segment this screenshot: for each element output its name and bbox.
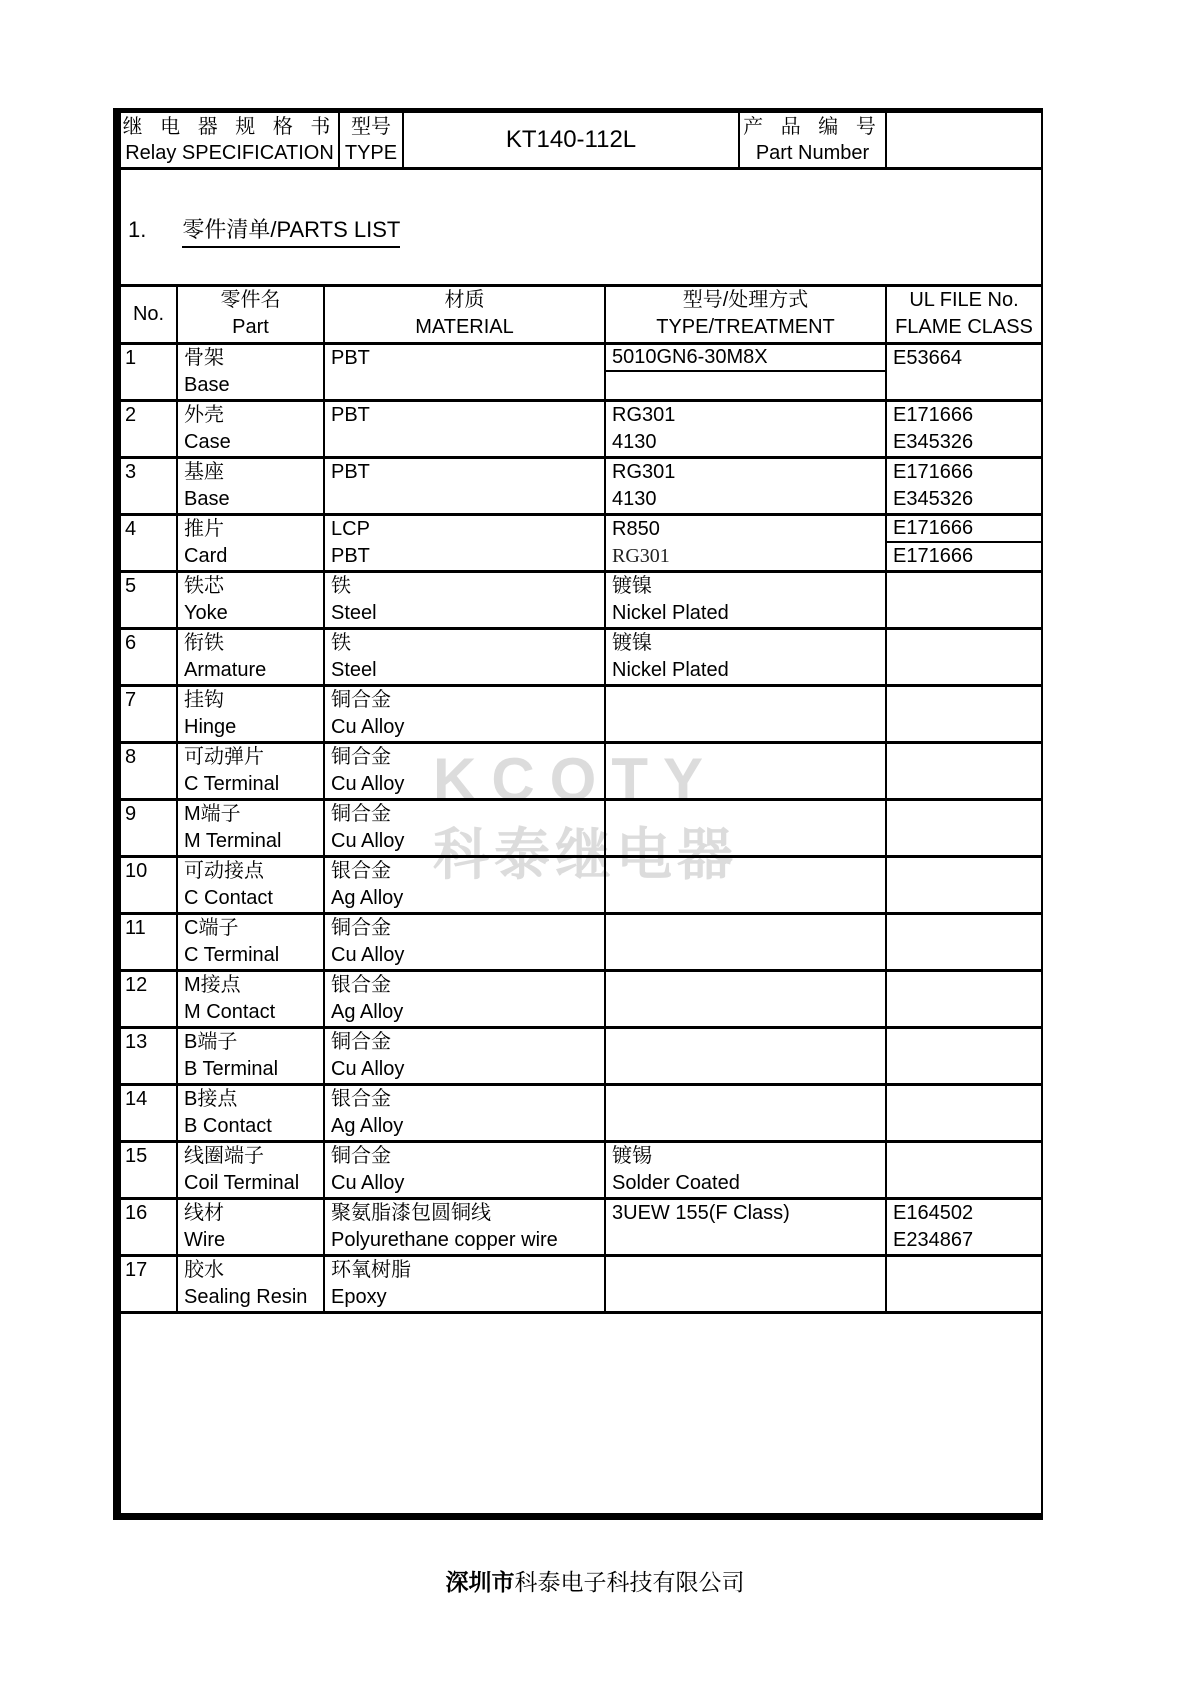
type-line1 (606, 1029, 885, 1056)
part-no: 9 (125, 803, 137, 825)
ul-line1: E171666 (887, 516, 1041, 543)
type-line1: R850 (612, 518, 660, 540)
cell-material (324, 1256, 605, 1313)
type-line2 (606, 372, 885, 399)
cell-no (121, 800, 177, 857)
cell-material (324, 458, 605, 515)
ul-line2 (887, 828, 1041, 855)
footer-company-rest: 科泰电子科技有限公司 (514, 1569, 745, 1595)
type-line1: 镀锡 (612, 1145, 652, 1167)
cell-type-treatment (605, 857, 886, 914)
part-name-cn: 外壳 (184, 404, 224, 426)
part-no: 8 (125, 746, 137, 768)
part-name-en: Base (184, 488, 230, 510)
cell-no (121, 458, 177, 515)
cell-no (121, 344, 177, 401)
cell-part (177, 572, 324, 629)
table-row (121, 401, 1041, 458)
col-header-part-cn: 零件名 (220, 289, 281, 311)
ul-line1 (887, 972, 1041, 999)
spec-title-en: Relay SPECIFICATION (125, 142, 334, 164)
cell-material (324, 857, 605, 914)
type-line2 (606, 1056, 885, 1083)
cell-no (121, 1256, 177, 1313)
ul-line2 (887, 1170, 1041, 1197)
type-line1 (606, 915, 885, 942)
table-row (121, 971, 1041, 1028)
cell-material (324, 1142, 605, 1199)
cell-ul-file (886, 686, 1041, 743)
ul-line2: E234867 (893, 1229, 974, 1251)
material-line1: 铜合金 (331, 1031, 391, 1053)
cell-ul-file (886, 800, 1041, 857)
type-label-cell (340, 113, 404, 167)
part-no: 4 (125, 518, 137, 540)
footer-company-name (0, 1564, 1190, 1597)
type-line1: RG301 (612, 461, 676, 483)
cell-no (121, 686, 177, 743)
type-line2: Nickel Plated (612, 602, 729, 624)
cell-material (324, 629, 605, 686)
content-frame (113, 108, 1043, 1520)
cell-ul-file (886, 971, 1041, 1028)
material-line2: Ag Alloy (331, 887, 404, 909)
material-line2: Cu Alloy (331, 1058, 405, 1080)
part-name-cn: 线材 (184, 1202, 224, 1224)
type-line2: 4130 (612, 431, 657, 453)
part-name-en: M Contact (184, 1001, 276, 1023)
part-name-cn: 骨架 (184, 347, 224, 369)
parts-table-head (121, 286, 1041, 344)
table-row (121, 743, 1041, 800)
material-line2 (325, 372, 604, 399)
type-line1: RG301 (612, 404, 676, 426)
ul-line2 (887, 1056, 1041, 1083)
ul-line1: E53664 (893, 347, 962, 369)
ul-line1 (887, 1029, 1041, 1056)
part-name-en: Hinge (184, 716, 237, 738)
cell-material (324, 800, 605, 857)
part-name-cn: 可动接点 (184, 860, 264, 882)
section-number: 1. (128, 217, 147, 242)
material-line2: Ag Alloy (331, 1001, 404, 1023)
cell-part (177, 629, 324, 686)
cell-ul-file (886, 1142, 1041, 1199)
type-line2: Nickel Plated (612, 659, 729, 681)
part-name-cn: 挂钩 (184, 689, 224, 711)
ul-line2 (887, 942, 1041, 969)
material-line1: PBT (331, 461, 370, 483)
cell-no (121, 857, 177, 914)
part-name-cn: 铁芯 (184, 575, 224, 597)
col-header-ul-line2: FLAME CLASS (895, 316, 1033, 338)
part-name-cn: 基座 (184, 461, 224, 483)
cell-ul-file (886, 629, 1041, 686)
type-line1: 3UEW 155(F Class) (612, 1202, 790, 1224)
parts-list-table (121, 284, 1041, 1314)
type-line2: 4130 (612, 488, 657, 510)
cell-ul-file (886, 344, 1041, 401)
cell-part (177, 1256, 324, 1313)
spec-header-table (121, 113, 1041, 170)
cell-part (177, 515, 324, 572)
part-name-en: Sealing Resin (184, 1286, 308, 1308)
col-header-ul-line1: UL FILE No. (909, 289, 1019, 311)
type-line1: 5010GN6-30M8X (606, 345, 885, 372)
part-no: 12 (125, 974, 148, 996)
part-number-label-cell (740, 113, 887, 167)
header-row (121, 286, 1041, 344)
type-line2 (606, 1284, 885, 1311)
material-line2 (325, 429, 604, 456)
table-row (121, 629, 1041, 686)
ul-line1 (887, 915, 1041, 942)
ul-line1 (887, 858, 1041, 885)
ul-line1: E164502 (893, 1202, 974, 1224)
type-line2 (606, 999, 885, 1026)
ul-line2: E171666 (893, 545, 974, 567)
ul-line1 (887, 630, 1041, 657)
type-line2 (606, 1227, 885, 1254)
cell-part (177, 914, 324, 971)
ul-line2 (887, 771, 1041, 798)
cell-type-treatment (605, 1256, 886, 1313)
cell-type-treatment (605, 1142, 886, 1199)
cell-type-treatment (605, 800, 886, 857)
ul-line2 (887, 657, 1041, 684)
part-name-cn: 衔铁 (184, 632, 224, 654)
cell-type-treatment (605, 458, 886, 515)
material-line1: 铜合金 (331, 746, 391, 768)
table-row (121, 800, 1041, 857)
cell-ul-file (886, 572, 1041, 629)
cell-type-treatment (605, 629, 886, 686)
cell-material (324, 1199, 605, 1256)
section-title-text: 零件清单/PARTS LIST (182, 213, 400, 248)
cell-type-treatment (605, 515, 886, 572)
part-name-en: Yoke (184, 602, 228, 624)
part-no: 13 (125, 1031, 148, 1053)
cell-type-treatment (605, 914, 886, 971)
cell-part (177, 686, 324, 743)
ul-line1: E171666 (893, 404, 974, 426)
material-line2: Steel (331, 659, 377, 681)
part-no: 15 (125, 1145, 148, 1167)
col-header-type-en: TYPE/TREATMENT (656, 316, 835, 338)
section-title (128, 213, 400, 248)
table-row (121, 857, 1041, 914)
type-value-cell (404, 113, 740, 167)
part-name-en: C Terminal (184, 773, 280, 795)
cell-material (324, 1085, 605, 1142)
type-line2: Solder Coated (612, 1172, 740, 1194)
part-name-en: B Terminal (184, 1058, 279, 1080)
ul-line2 (887, 1113, 1041, 1140)
spec-title-cell (121, 113, 340, 167)
type-line2 (606, 714, 885, 741)
type-line1 (606, 744, 885, 771)
cell-ul-file (886, 1028, 1041, 1085)
cell-type-treatment (605, 743, 886, 800)
part-no: 14 (125, 1088, 148, 1110)
cell-material (324, 401, 605, 458)
material-line2: Steel (331, 602, 377, 624)
material-line2: Cu Alloy (331, 773, 405, 795)
col-header-type (605, 286, 886, 344)
part-no: 10 (125, 860, 148, 882)
type-line1 (606, 687, 885, 714)
part-no: 16 (125, 1202, 148, 1224)
material-line1: 银合金 (331, 974, 391, 996)
ul-line2 (887, 600, 1041, 627)
cell-no (121, 971, 177, 1028)
part-name-cn: B端子 (184, 1031, 238, 1053)
ul-line1 (887, 1143, 1041, 1170)
cell-ul-file (886, 743, 1041, 800)
cell-part (177, 458, 324, 515)
col-header-material-cn: 材质 (444, 289, 485, 311)
cell-type-treatment (605, 572, 886, 629)
part-name-en: Card (184, 545, 228, 567)
part-number-label-cn: 产 品 编 号 (743, 116, 882, 138)
part-name-cn: B接点 (184, 1088, 238, 1110)
cell-ul-file (886, 1085, 1041, 1142)
col-header-material-en: MATERIAL (415, 316, 514, 338)
col-header-part (177, 286, 324, 344)
material-line1: 银合金 (331, 860, 391, 882)
part-no: 3 (125, 461, 137, 483)
material-line1: 聚氨脂漆包圆铜线 (331, 1202, 491, 1224)
cell-type-treatment (605, 971, 886, 1028)
cell-part (177, 971, 324, 1028)
type-label-en: TYPE (344, 142, 398, 164)
cell-material (324, 743, 605, 800)
ul-line2 (887, 885, 1041, 912)
table-row (121, 686, 1041, 743)
cell-ul-file (886, 401, 1041, 458)
cell-material (324, 914, 605, 971)
cell-no (121, 1085, 177, 1142)
watermark-company-text: 科泰继电器 (433, 823, 738, 886)
type-line1 (606, 1257, 885, 1284)
ul-line1 (887, 1257, 1041, 1284)
type-line2 (606, 771, 885, 798)
ul-line1: E171666 (893, 461, 974, 483)
cell-type-treatment (605, 401, 886, 458)
material-line1: 铜合金 (331, 803, 391, 825)
cell-ul-file (886, 914, 1041, 971)
material-line2: Cu Alloy (331, 944, 405, 966)
cell-type-treatment (605, 686, 886, 743)
material-line2: Polyurethane copper wire (331, 1229, 558, 1251)
material-line1: 铁 (331, 632, 351, 654)
cell-no (121, 743, 177, 800)
part-number-value-cell (887, 113, 1041, 167)
col-header-ul (886, 286, 1041, 344)
model-number: KT140-112L (505, 126, 637, 153)
cell-no (121, 572, 177, 629)
cell-material (324, 344, 605, 401)
cell-part (177, 1142, 324, 1199)
material-line1: 铁 (331, 575, 351, 597)
cell-part (177, 800, 324, 857)
table-row (121, 1199, 1041, 1256)
type-line1 (606, 972, 885, 999)
table-row (121, 1028, 1041, 1085)
table-row (121, 572, 1041, 629)
type-line1 (606, 801, 885, 828)
type-line1 (606, 1086, 885, 1113)
cell-no (121, 1142, 177, 1199)
table-row (121, 1085, 1041, 1142)
part-name-cn: C端子 (184, 917, 239, 939)
cell-material (324, 515, 605, 572)
cell-part (177, 857, 324, 914)
cell-ul-file (886, 515, 1041, 572)
ul-line1 (887, 801, 1041, 828)
ul-line2 (887, 1284, 1041, 1311)
footer-company-city: 深圳市 (445, 1569, 515, 1595)
cell-no (121, 515, 177, 572)
cell-type-treatment (605, 1199, 886, 1256)
col-header-type-cn: 型号/处理方式 (682, 289, 809, 311)
part-name-cn: M接点 (184, 974, 241, 996)
part-name-en: Armature (184, 659, 267, 681)
ul-line2 (887, 999, 1041, 1026)
cell-ul-file (886, 1256, 1041, 1313)
table-row (121, 344, 1041, 401)
part-name-en: Case (184, 431, 231, 453)
material-line1: 银合金 (331, 1088, 391, 1110)
cell-part (177, 743, 324, 800)
ul-line1 (887, 573, 1041, 600)
cell-no (121, 629, 177, 686)
ul-line1 (887, 687, 1041, 714)
cell-part (177, 1028, 324, 1085)
part-name-cn: 推片 (184, 518, 224, 540)
cell-ul-file (886, 857, 1041, 914)
material-line2: Ag Alloy (331, 1115, 404, 1137)
cell-no (121, 401, 177, 458)
type-line2 (606, 942, 885, 969)
part-no: 7 (125, 689, 137, 711)
type-line1: 镀镍 (612, 575, 652, 597)
type-label-cn: 型号 (351, 116, 391, 138)
material-line1: 铜合金 (331, 917, 391, 939)
watermark-logo-text: KCOTY (433, 746, 718, 813)
cell-type-treatment (605, 1028, 886, 1085)
cell-material (324, 572, 605, 629)
part-no: 17 (125, 1259, 148, 1281)
part-name-en: M Terminal (184, 830, 282, 852)
cell-material (324, 971, 605, 1028)
material-line1: PBT (331, 347, 370, 369)
cell-type-treatment (605, 1085, 886, 1142)
part-name-cn: 可动弹片 (184, 746, 264, 768)
type-line2 (606, 1113, 885, 1140)
material-line2: PBT (331, 545, 370, 567)
part-name-en: Coil Terminal (184, 1172, 300, 1194)
parts-table-body (121, 344, 1041, 1313)
col-header-part-en: Part (232, 316, 269, 338)
type-line2: RG301 (612, 545, 670, 567)
cell-part (177, 1199, 324, 1256)
part-no: 2 (125, 404, 137, 426)
table-row (121, 458, 1041, 515)
material-line2: Cu Alloy (331, 716, 405, 738)
cell-material (324, 686, 605, 743)
cell-type-treatment (605, 344, 886, 401)
type-line2 (606, 828, 885, 855)
cell-part (177, 344, 324, 401)
cell-ul-file (886, 1199, 1041, 1256)
part-number-label-en: Part Number (755, 142, 870, 164)
col-header-no-label: No. (132, 303, 165, 325)
part-name-en: C Terminal (184, 944, 280, 966)
part-name-en: B Contact (184, 1115, 272, 1137)
part-name-cn: 线圈端子 (184, 1145, 264, 1167)
cell-ul-file (886, 458, 1041, 515)
table-row (121, 1256, 1041, 1313)
cell-material (324, 1028, 605, 1085)
material-line2: Cu Alloy (331, 1172, 405, 1194)
material-line1: LCP (331, 518, 370, 540)
ul-line2: E345326 (893, 488, 974, 510)
cell-part (177, 401, 324, 458)
ul-line1 (887, 1086, 1041, 1113)
material-line1: 环氧树脂 (331, 1259, 411, 1281)
part-no: 6 (125, 632, 137, 654)
ul-line2: E345326 (893, 431, 974, 453)
material-line1: 铜合金 (331, 689, 391, 711)
table-row (121, 914, 1041, 971)
part-no: 1 (125, 347, 137, 369)
table-row (121, 515, 1041, 572)
cell-no (121, 914, 177, 971)
spec-title-cn: 继 电 器 规 格 书 (122, 116, 337, 138)
cell-no (121, 1028, 177, 1085)
part-name-en: C Contact (184, 887, 273, 909)
ul-line2 (887, 714, 1041, 741)
cell-no (121, 1199, 177, 1256)
material-line2: Epoxy (331, 1286, 387, 1308)
col-header-no (121, 286, 177, 344)
part-name-en: Wire (184, 1229, 226, 1251)
cell-part (177, 1085, 324, 1142)
part-name-en: Base (184, 374, 230, 396)
part-name-cn: M端子 (184, 803, 241, 825)
table-row (121, 1142, 1041, 1199)
type-line2 (606, 885, 885, 912)
ul-line2 (887, 372, 1041, 399)
part-name-cn: 胶水 (184, 1259, 224, 1281)
type-line1: 镀镍 (612, 632, 652, 654)
ul-line1 (887, 744, 1041, 771)
material-line1: 铜合金 (331, 1145, 391, 1167)
material-line2: Cu Alloy (331, 830, 405, 852)
part-no: 11 (125, 917, 146, 939)
part-no: 5 (125, 575, 137, 597)
material-line1: PBT (331, 404, 370, 426)
material-line2 (325, 486, 604, 513)
col-header-material (324, 286, 605, 344)
type-line1 (606, 858, 885, 885)
